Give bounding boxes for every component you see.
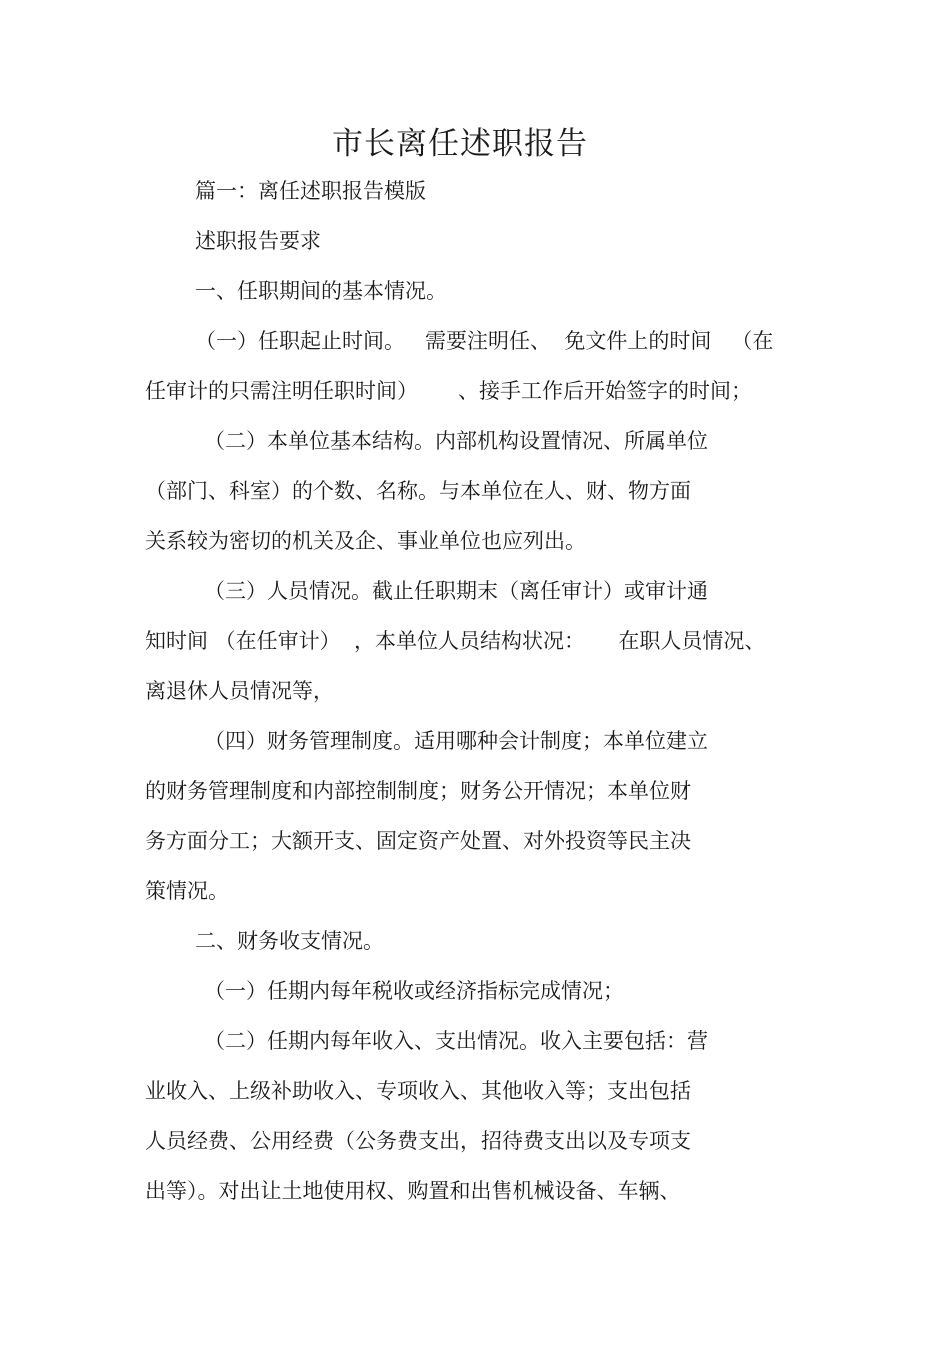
paragraph-line: 一、任职期间的基本情况。 <box>195 279 447 303</box>
paragraph-line: （二）任期内每年收入、支出情况。收入主要包括：营 <box>204 1029 708 1053</box>
paragraph-line: 知时间 （在任审计） ，本单位人员结构状况： 在职人员情况、 <box>145 629 766 653</box>
paragraph-line: （二）本单位基本结构。内部机构设置情况、所属单位 <box>204 429 708 453</box>
paragraph-line: （四）财务管理制度。适用哪种会计制度；本单位建立 <box>204 729 708 753</box>
paragraph-line: 策情况。 <box>145 879 229 903</box>
paragraph-line: 关系较为密切的机关及企、事业单位也应列出。 <box>145 529 586 553</box>
paragraph-line: 的财务管理制度和内部控制制度；财务公开情况；本单位财 <box>145 779 691 803</box>
paragraph-line: （一）任职起止时间。 需要注明任、 免文件上的时间 （在 <box>195 329 774 353</box>
paragraph-line: 任审计的只需注明任职时间） 、接手工作后开始签字的时间； <box>145 379 753 403</box>
paragraph-line: （部门、科室）的个数、名称。与本单位在人、财、物方面 <box>145 479 691 503</box>
document-title: 市长离任述职报告 <box>332 126 588 162</box>
paragraph-line: 务方面分工；大额开支、固定资产处置、对外投资等民主决 <box>145 829 691 853</box>
paragraph-line: 述职报告要求 <box>195 229 321 253</box>
paragraph-line: （三）人员情况。截止任职期末（离任审计）或审计通 <box>204 579 708 603</box>
paragraph-line: 业收入、上级补助收入、专项收入、其他收入等；支出包括 <box>145 1079 691 1103</box>
section-heading: 二、财务收支情况。 <box>195 929 384 953</box>
paragraph-line: 出等）。对出让土地使用权、购置和出售机械设备、车辆、 <box>145 1179 681 1203</box>
paragraph-line: （一）任期内每年税收或经济指标完成情况； <box>204 979 624 1003</box>
section-heading: 篇一：离任述职报告模版 <box>195 179 426 203</box>
paragraph-line: 离退休人员情况等， <box>145 679 334 703</box>
paragraph-line: 人员经费、公用经费（公务费支出，招待费支出以及专项支 <box>145 1129 691 1153</box>
